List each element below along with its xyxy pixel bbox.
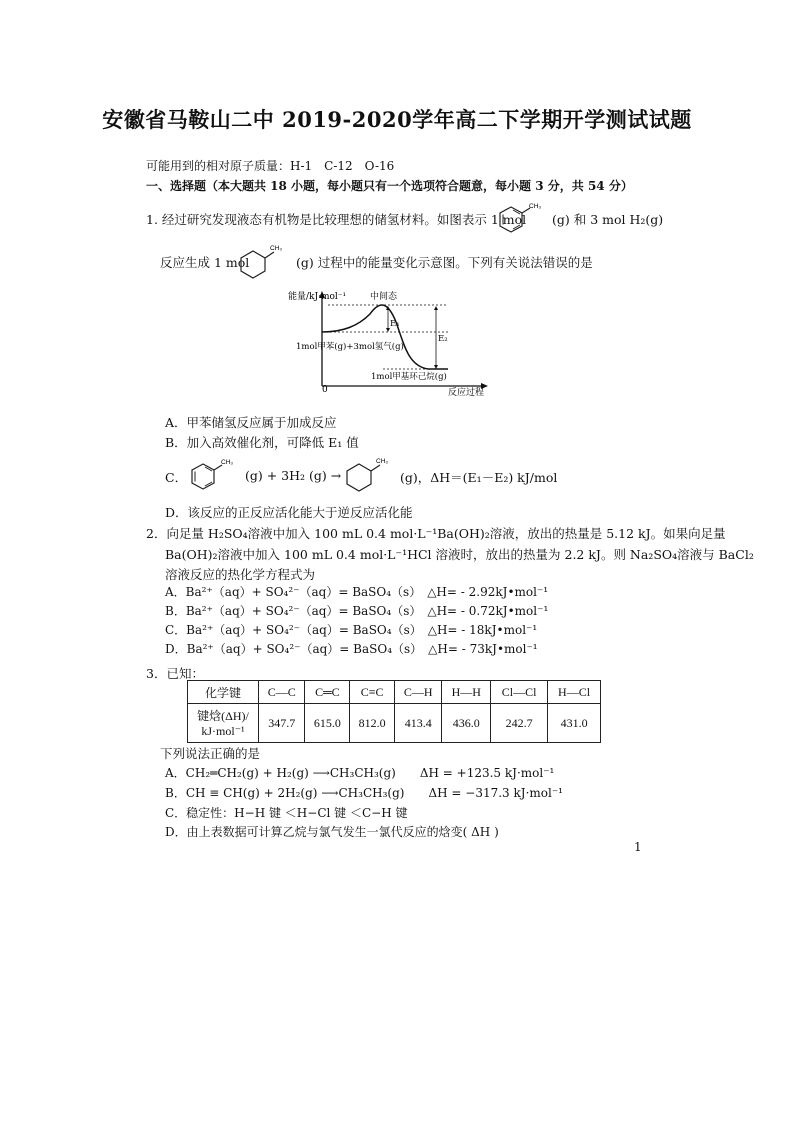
q1-option-b: B．加入高效催化剂，可降低 E₁ 值 [165,435,359,450]
table-row [188,704,601,743]
table-cell: 615.0 [305,704,350,743]
q2-stem-line3: 溶液反应的热化学方程式为 [165,567,316,582]
ch3-label: CH₃ [221,459,234,466]
table-cell: 812.0 [350,704,395,743]
q2-stem-line2: Ba(OH)₂溶液中加入 100 mL 0.4 mol·L⁻¹HCl 溶液时，放出的热量为 2.2 kJ。则 Na₂SO₄溶液与 BaCl₂ [165,547,754,562]
origin-label: 0 [322,385,328,395]
q1-option-c-middle: (g) + 3H₂ (g) → [245,468,342,483]
table-header-cell: C≡C [350,681,395,704]
q3-option-a: A．CH₂═CH₂(g) + H₂(g) ⟶CH₃CH₃(g) ΔH = +123.5 kJ·mol⁻¹ [165,766,555,780]
q2-option-c: C．Ba²⁺（aq）+ SO₄²⁻（aq）= BaSO₄（s） △H= - 18kJ•mol⁻¹ [165,623,538,637]
q1-option-a: A．甲苯储氢反应属于加成反应 [165,415,337,430]
ch3-label: CH₃ [529,203,542,210]
e2-label: E₂ [438,334,448,344]
q1-stem-line2b: (g) 过程中的能量变化示意图。下列有关说法错误的是 [296,255,593,270]
table-cell: 242.7 [491,704,548,743]
e1-label: E₁ [390,319,400,329]
q3-option-c: C．稳定性：H−H 键 ＜H−Cl 键 ＜C−H 键 [165,806,408,820]
page-number: 1 [634,840,642,854]
diagram-ylabel: 能量/kJ·mol⁻¹ [288,292,347,302]
reactant-label: 1mol甲苯(g)+3mol氢气(g) [296,342,404,352]
q1-option-d: D．该反应的正反应活化能大于逆反应活化能 [165,505,413,520]
q3-intro: 3．已知： [146,666,204,681]
table-cell: 347.7 [259,704,305,743]
q2-option-b: B．Ba²⁺（aq）+ SO₄²⁻（aq）= BaSO₄（s） △H= - 0.72kJ•mol⁻¹ [165,604,549,618]
table-header-cell: C—H [395,681,442,704]
q3-prompt: 下列说法正确的是 [160,746,261,761]
table-cell: 413.4 [395,704,442,743]
q1-stem-line2a: 反应生成 1 mol [160,255,250,270]
diagram-top-label: 中间态 [370,292,398,302]
q1-stem-line1b: (g) 和 3 mol H₂(g) [552,212,664,227]
table-cell: 431.0 [548,704,601,743]
q2-option-d: D．Ba²⁺（aq）+ SO₄²⁻（aq）= BaSO₄（s） △H= - 73kJ•mol⁻¹ [165,642,538,656]
bond-enthalpy-table [187,680,601,743]
q1-stem-line1a: 1. 经过研究发现液态有机物是比较理想的储氢材料。如图表示 1 mol [146,212,527,227]
atomic-masses-note: 可能用到的相对原子质量：H-1 C-12 O-16 [146,159,395,173]
section-heading: 一、选择题（本大题共 18 小题，每小题只有一个选项符合题意，每小题 3 分，共 54 分） [146,179,633,193]
diagram-xlabel: 反应过程 [448,388,485,398]
table-header-cell: C—C [259,681,305,704]
toluene-structure-2 [186,454,236,494]
energy-diagram [288,286,498,398]
energy-curve [322,305,448,369]
table-header-cell: C═C [305,681,350,704]
table-header-cell: Cl—Cl [491,681,548,704]
product-label: 1mol甲基环己烷(g) [371,372,447,382]
table-header-cell: 化学键 [188,681,259,704]
q3-option-b: B．CH ≡ CH(g) + 2H₂(g) ⟶CH₃CH₃(g) ΔH = −317.3 kJ·mol⁻¹ [165,786,563,800]
row-label-line2: kJ·mol⁻¹ [201,724,245,738]
table-header-cell: H—H [442,681,491,704]
methylcyclohexane-structure-2 [342,452,398,496]
q1-option-c-label: C． [165,470,188,485]
toluene-structure-1 [494,199,544,235]
page-title: 安徽省马鞍山二中 2019-2020学年高二下学期开学测试试题 [102,107,692,132]
q1-option-c-end: (g)，ΔH＝(E₁－E₂) kJ/mol [400,470,558,485]
q2-option-a: A．Ba²⁺（aq）+ SO₄²⁻（aq）= BaSO₄（s） △H= - 2.92kJ•mol⁻¹ [165,585,549,599]
table-header-row [188,681,601,704]
table-row-label [188,704,259,743]
q2-stem-line1: 2．向足量 H₂SO₄溶液中加入 100 mL 0.4 mol·L⁻¹Ba(OH)₂溶液，放出的热量是 5.12 kJ。如果向足量 [146,526,726,541]
row-label-line1: 键焓(ΔH)/ [197,709,249,723]
q3-option-d: D．由上表数据可计算乙烷与氯气发生一氯代反应的焓变( ΔH ) [165,825,499,839]
table-header-cell: H—Cl [548,681,601,704]
methylcyclohexane-structure-1 [236,240,292,280]
table-cell: 436.0 [442,704,491,743]
ch3-label: CH₃ [270,245,283,252]
ch3-label: CH₃ [376,458,389,465]
